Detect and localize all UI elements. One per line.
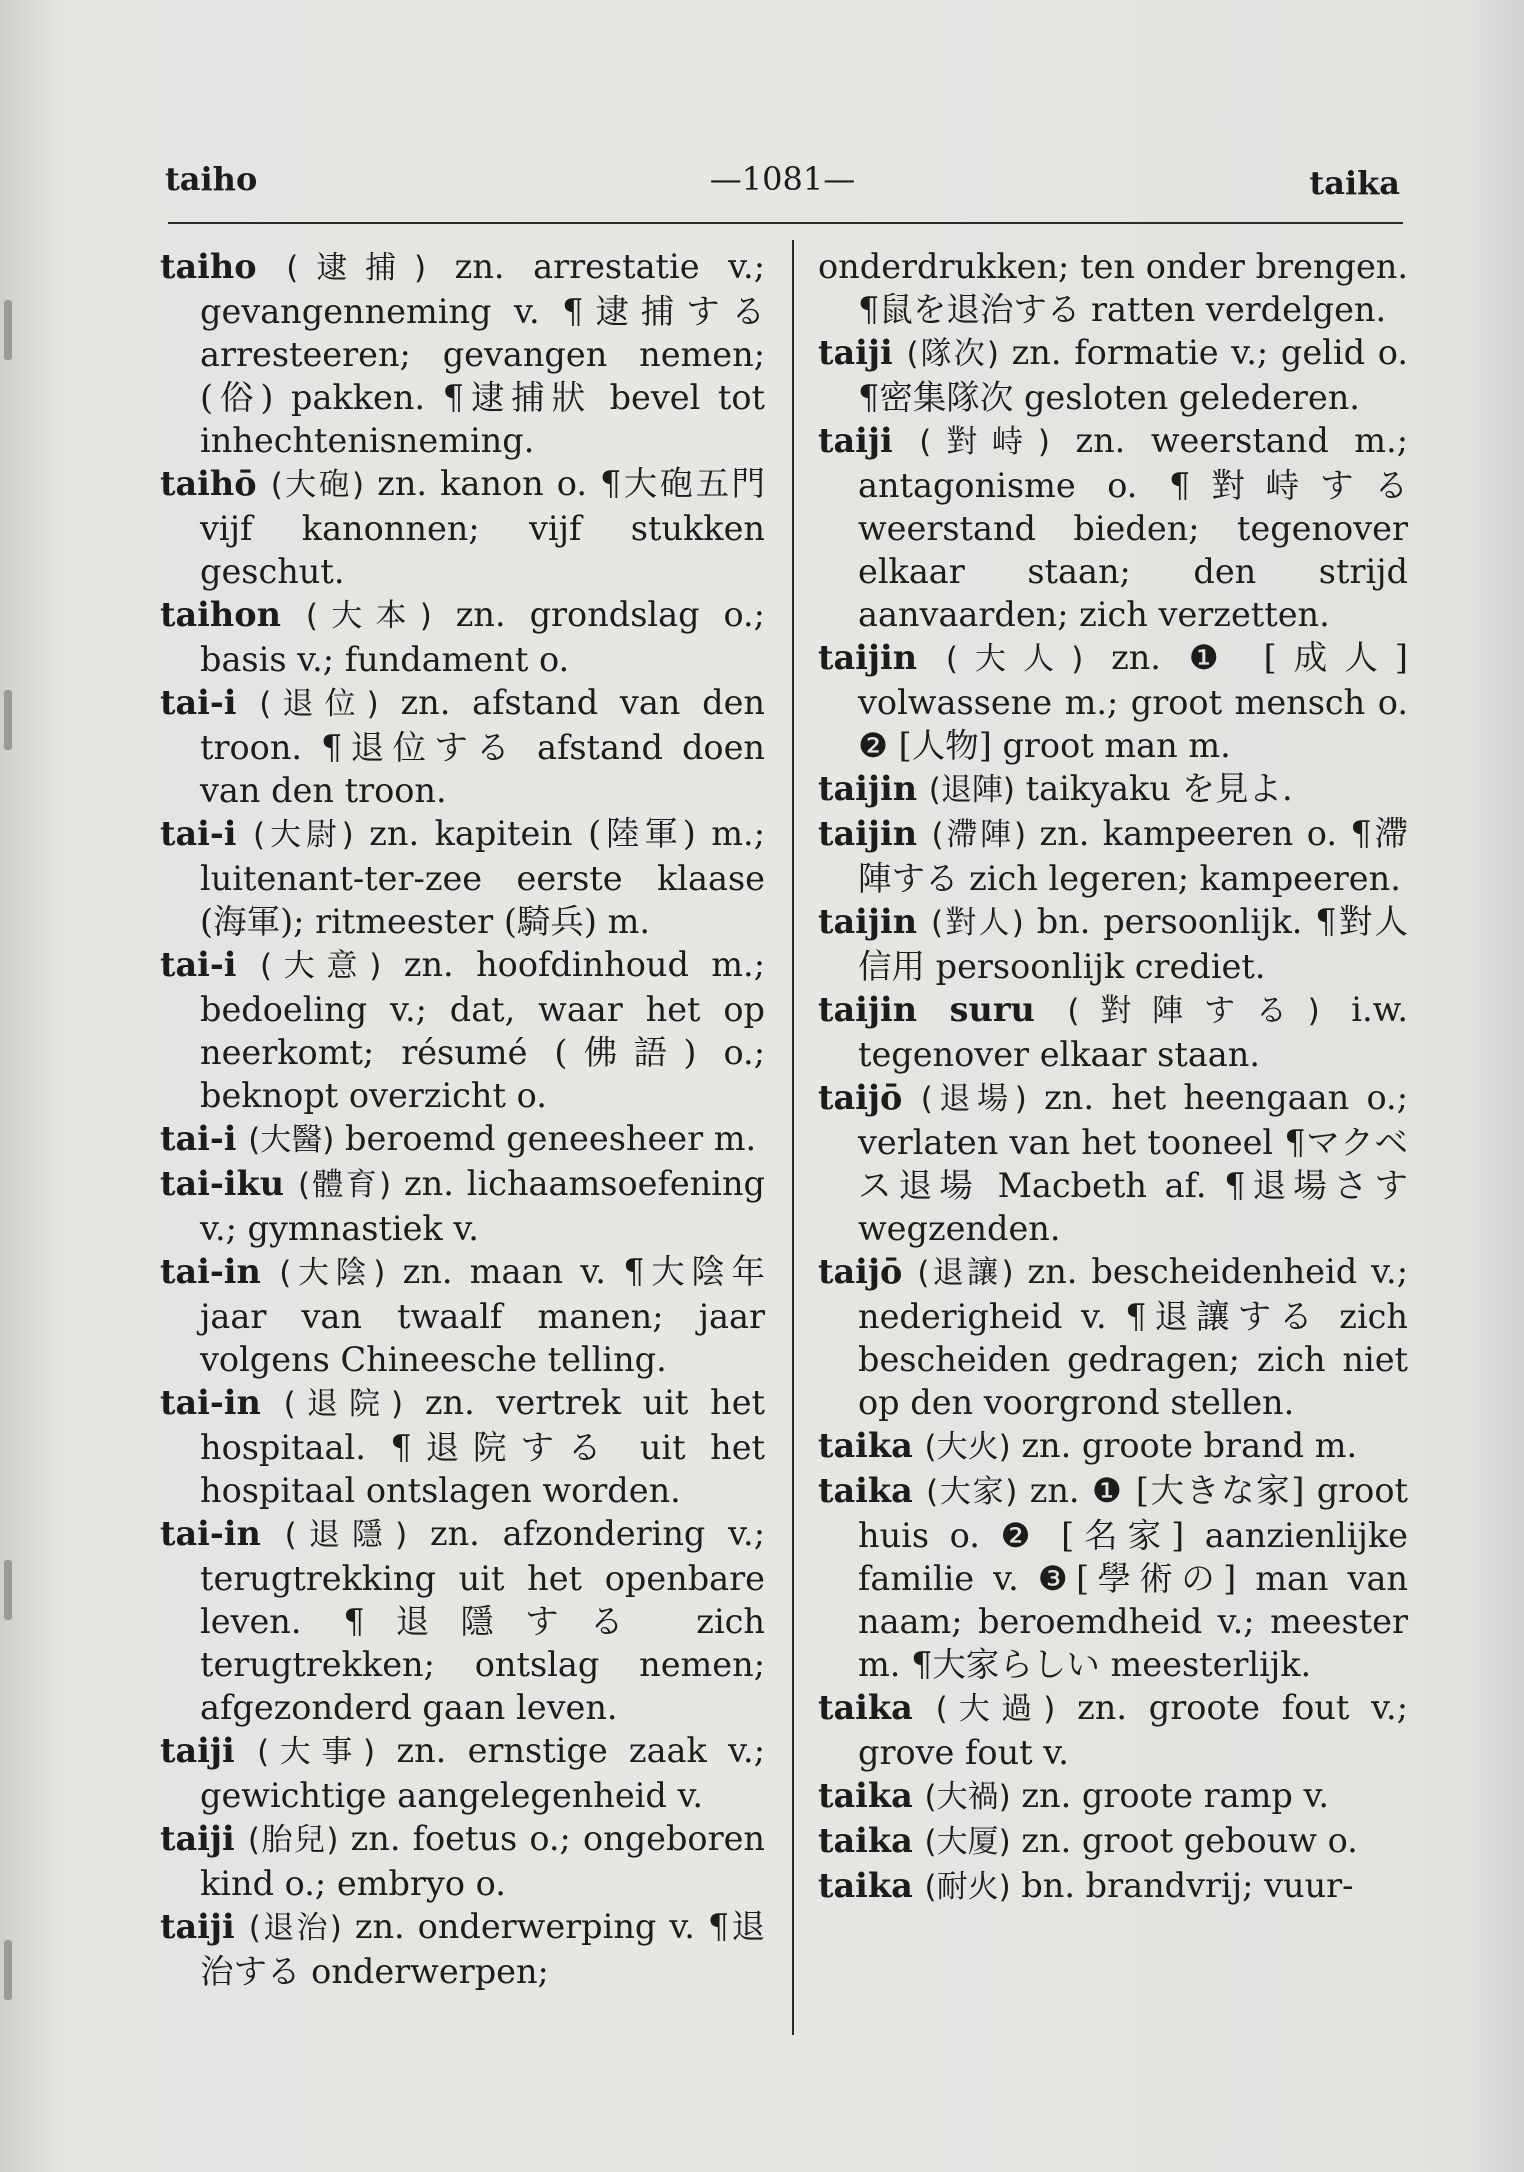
entry-kanji: (對峙)	[919, 424, 1050, 460]
entry-definition: zn. foetus o.; ongeboren kind o.; embryo o.	[200, 1819, 765, 1903]
entry-kanji: (退隱)	[284, 1517, 408, 1553]
right-column	[818, 245, 1408, 1909]
entry-headword: taijin	[818, 814, 932, 853]
entry-headword: taika	[818, 1471, 927, 1510]
entry-headword: taika	[818, 1821, 925, 1860]
entry-headword: tai-in	[160, 1514, 285, 1553]
entry-definition: zn. vertrek uit het hospitaal. ¶退院する uit het hospitaal ontslagen worden.	[200, 1383, 765, 1510]
entry-kanji: (滯陣)	[931, 817, 1027, 853]
entry-headword: tai-i	[160, 814, 254, 853]
page-number: —1081—	[709, 160, 856, 198]
entry-headword: taika	[818, 1426, 925, 1465]
entry-kanji: (大醫)	[248, 1122, 335, 1158]
entry-definition: zn. ❶ [成人] volwassene m.; groot mensch o. ❷ [人物] groot man m.	[858, 638, 1408, 765]
entry-kanji: (大陰)	[279, 1255, 386, 1291]
entry-kanji: (退院)	[283, 1386, 404, 1422]
dictionary-entry	[160, 681, 765, 812]
header-right-guide-word: taika	[1309, 164, 1400, 202]
entry-kanji: (對人)	[931, 905, 1024, 941]
entry-kanji: (大事)	[257, 1734, 376, 1770]
entry-kanji: (大家)	[926, 1474, 1018, 1510]
dictionary-entry	[818, 900, 1408, 988]
entry-definition: zn. lichaamsoefening v.; gymnastiek v.	[200, 1164, 765, 1248]
entry-definition: zn. groote ramp v.	[1010, 1776, 1330, 1815]
entry-kanji: (大火)	[924, 1429, 1011, 1465]
entry-kanji: (退陣)	[928, 772, 1015, 808]
entry-headword: taihō	[160, 464, 271, 503]
dictionary-entry	[818, 1469, 1408, 1686]
dictionary-entry	[160, 593, 765, 681]
entry-definition: zn. grondslag o.; basis v.; fundament o.	[200, 595, 765, 679]
dictionary-entry	[160, 1381, 765, 1512]
entry-headword: taijin	[818, 902, 931, 941]
entry-definition: zn. ernstige zaak v.; gewichtige aangelegenheid v.	[200, 1731, 765, 1815]
entry-kanji: (大意)	[259, 948, 382, 984]
entry-headword: taiji	[160, 1819, 248, 1858]
entry-kanji: (胎兒)	[247, 1822, 339, 1858]
entry-definition: taikyaku を見よ.	[1014, 769, 1293, 808]
dictionary-entry	[818, 636, 1408, 767]
dictionary-entry	[160, 245, 765, 462]
entry-headword: taijō	[818, 1078, 921, 1117]
binding-stitch	[4, 1940, 12, 2000]
entry-definition: zn. groot gebouw o.	[1010, 1821, 1358, 1860]
dictionary-entry	[160, 1512, 765, 1729]
entry-headword: taika	[818, 1688, 936, 1727]
left-column	[160, 245, 765, 1993]
dictionary-entry	[160, 1817, 765, 1905]
entry-definition: bn. persoonlijk. ¶對人信用 persoonlijk crediet.	[858, 902, 1408, 986]
entry-headword: taika	[818, 1776, 925, 1815]
entry-kanji: (耐火)	[924, 1869, 1011, 1905]
entry-headword: tai-i	[160, 1119, 249, 1158]
dictionary-entry	[818, 1424, 1408, 1469]
entry-definition: zn. groote fout v.; grove fout v.	[858, 1688, 1408, 1772]
dictionary-entry	[818, 1774, 1408, 1819]
entry-definition: zn. arrestatie v.; gevangenneming v. ¶逮捕する arresteeren; gevangen nemen; (俗) pakken. ¶逮捕狀 bevel tot inhechtenisneming.	[200, 247, 765, 460]
entry-headword: taiji	[818, 421, 920, 460]
entry-kanji: (退位)	[259, 686, 379, 722]
entry-kanji: (大砲)	[270, 467, 365, 503]
dictionary-entry	[818, 812, 1408, 900]
dictionary-entry	[818, 767, 1408, 812]
dictionary-entry	[818, 419, 1408, 636]
entry-definition: zn. het heengaan o.; verlaten van het tooneel ¶マクベス退場 Macbeth af. ¶退場さす wegzenden.	[858, 1078, 1408, 1248]
entry-kanji: (大尉)	[253, 817, 354, 853]
entry-headword: tai-i	[160, 683, 260, 722]
dictionary-entry	[160, 462, 765, 593]
dictionary-entry	[818, 988, 1408, 1076]
dictionary-entry	[160, 1250, 765, 1381]
dictionary-entry	[160, 1905, 765, 1993]
entry-definition: zn. kanon o. ¶大砲五門 vijf kanonnen; vijf stukken geschut.	[200, 464, 765, 591]
column-divider	[792, 240, 794, 2035]
entry-headword: tai-in	[160, 1252, 280, 1291]
binding-stitch	[4, 690, 12, 750]
entry-kanji: (大過)	[935, 1691, 1056, 1727]
entry-headword: taihon	[160, 595, 306, 634]
dictionary-entry	[160, 1162, 765, 1250]
entry-kanji: (大禍)	[924, 1779, 1011, 1815]
entry-definition: zn. afstand van den troon. ¶退位する afstand doen van den troon.	[200, 683, 765, 810]
entry-headword: tai-iku	[160, 1164, 299, 1203]
entry-kanji: (退治)	[248, 1910, 342, 1946]
dictionary-entry	[818, 1864, 1408, 1909]
binding-stitch	[4, 300, 12, 360]
entry-definition: onderdrukken; ten onder brengen. ¶鼠を退治する ratten verdelgen.	[818, 247, 1408, 329]
entry-definition: zn. formatie v.; gelid o. ¶密集隊次 gesloten gelederen.	[858, 333, 1408, 417]
entry-definition: i.w. tegenover elkaar staan.	[858, 990, 1408, 1074]
header-left-guide-word: taiho	[165, 160, 258, 198]
entry-headword: taiji	[160, 1731, 258, 1770]
entry-definition: beroemd geneesheer m.	[334, 1119, 757, 1158]
entry-kanji: (大人)	[945, 641, 1084, 677]
dictionary-entry	[818, 1686, 1408, 1774]
entry-kanji: (逮捕)	[286, 250, 427, 286]
entry-headword: taijin	[818, 638, 946, 677]
entry-definition: zn. groote brand m.	[1010, 1426, 1358, 1465]
entry-definition: zn. kapitein (陸軍) m.; luitenant-ter-zee eerste klaase (海軍); ritmeester (騎兵) m.	[200, 814, 765, 941]
entry-headword: tai-i	[160, 945, 260, 984]
dictionary-entry	[160, 812, 765, 943]
entry-definition: zn. bescheidenheid v.; nederigheid v. ¶退讓する zich bescheiden gedragen; zich niet op den voorgrond stellen.	[858, 1252, 1408, 1422]
dictionary-entry	[818, 1076, 1408, 1250]
entry-kanji: (大厦)	[924, 1824, 1011, 1860]
entry-kanji: (退讓)	[917, 1255, 1014, 1291]
entry-definition: zn. onderwerping v. ¶退治する onderwerpen;	[200, 1907, 765, 1991]
entry-definition: zn. weerstand m.; antagonisme o. ¶對峙する weerstand bieden; tegenover elkaar staan; den strijd aanvaarden; zich verzetten.	[858, 421, 1408, 634]
entry-kanji: (大本)	[305, 598, 432, 634]
entry-headword: taiho	[160, 247, 287, 286]
entry-headword: taijō	[818, 1252, 918, 1291]
dictionary-entry	[160, 1117, 765, 1162]
entry-definition: zn. maan v. ¶大陰年 jaar van twaalf manen; jaar volgens Chineesche telling.	[200, 1252, 765, 1379]
dictionary-entry	[160, 943, 765, 1117]
entry-definition: zn. kampeeren o. ¶滯陣する zich legeren; kampeeren.	[858, 814, 1408, 898]
header-rule	[168, 222, 1403, 224]
entry-kanji: (隊次)	[906, 336, 999, 372]
entry-definition: bn. brandvrij; vuur-	[1010, 1866, 1354, 1905]
entry-definition: zn. afzondering v.; terugtrekking uit het openbare leven. ¶退隱する zich terugtrekken; ontslag nemen; afgezonderd gaan leven.	[200, 1514, 765, 1727]
entry-kanji: (對陣する)	[1067, 993, 1320, 1029]
entry-headword: taijin suru	[818, 990, 1068, 1029]
binding-stitch	[4, 1560, 12, 1620]
entry-kanji: (體育)	[298, 1167, 392, 1203]
entry-kanji: (退場)	[920, 1081, 1027, 1117]
entry-definition: zn. ❶ [大きな家] groot huis o. ❷ [名家] aanzienlijke familie v. ❸[學術の] man van naam; beroemdheid v.; meester m. ¶大家らしい meesterlijk.	[858, 1471, 1408, 1684]
dictionary-entry	[818, 1250, 1408, 1424]
dictionary-entry	[818, 245, 1408, 331]
entry-headword: tai-in	[160, 1383, 284, 1422]
entry-definition: zn. hoofdinhoud m.; bedoeling v.; dat, waar het op neerkomt; résumé (佛語) o.; beknopt overzicht o.	[200, 945, 765, 1115]
entry-headword: taiji	[818, 333, 907, 372]
dictionary-entry	[818, 1819, 1408, 1864]
entry-headword: taijin	[818, 769, 929, 808]
dictionary-entry	[818, 331, 1408, 419]
entry-headword: taika	[818, 1866, 925, 1905]
running-header	[165, 160, 1400, 210]
entry-headword: taiji	[160, 1907, 249, 1946]
dictionary-entry	[160, 1729, 765, 1817]
